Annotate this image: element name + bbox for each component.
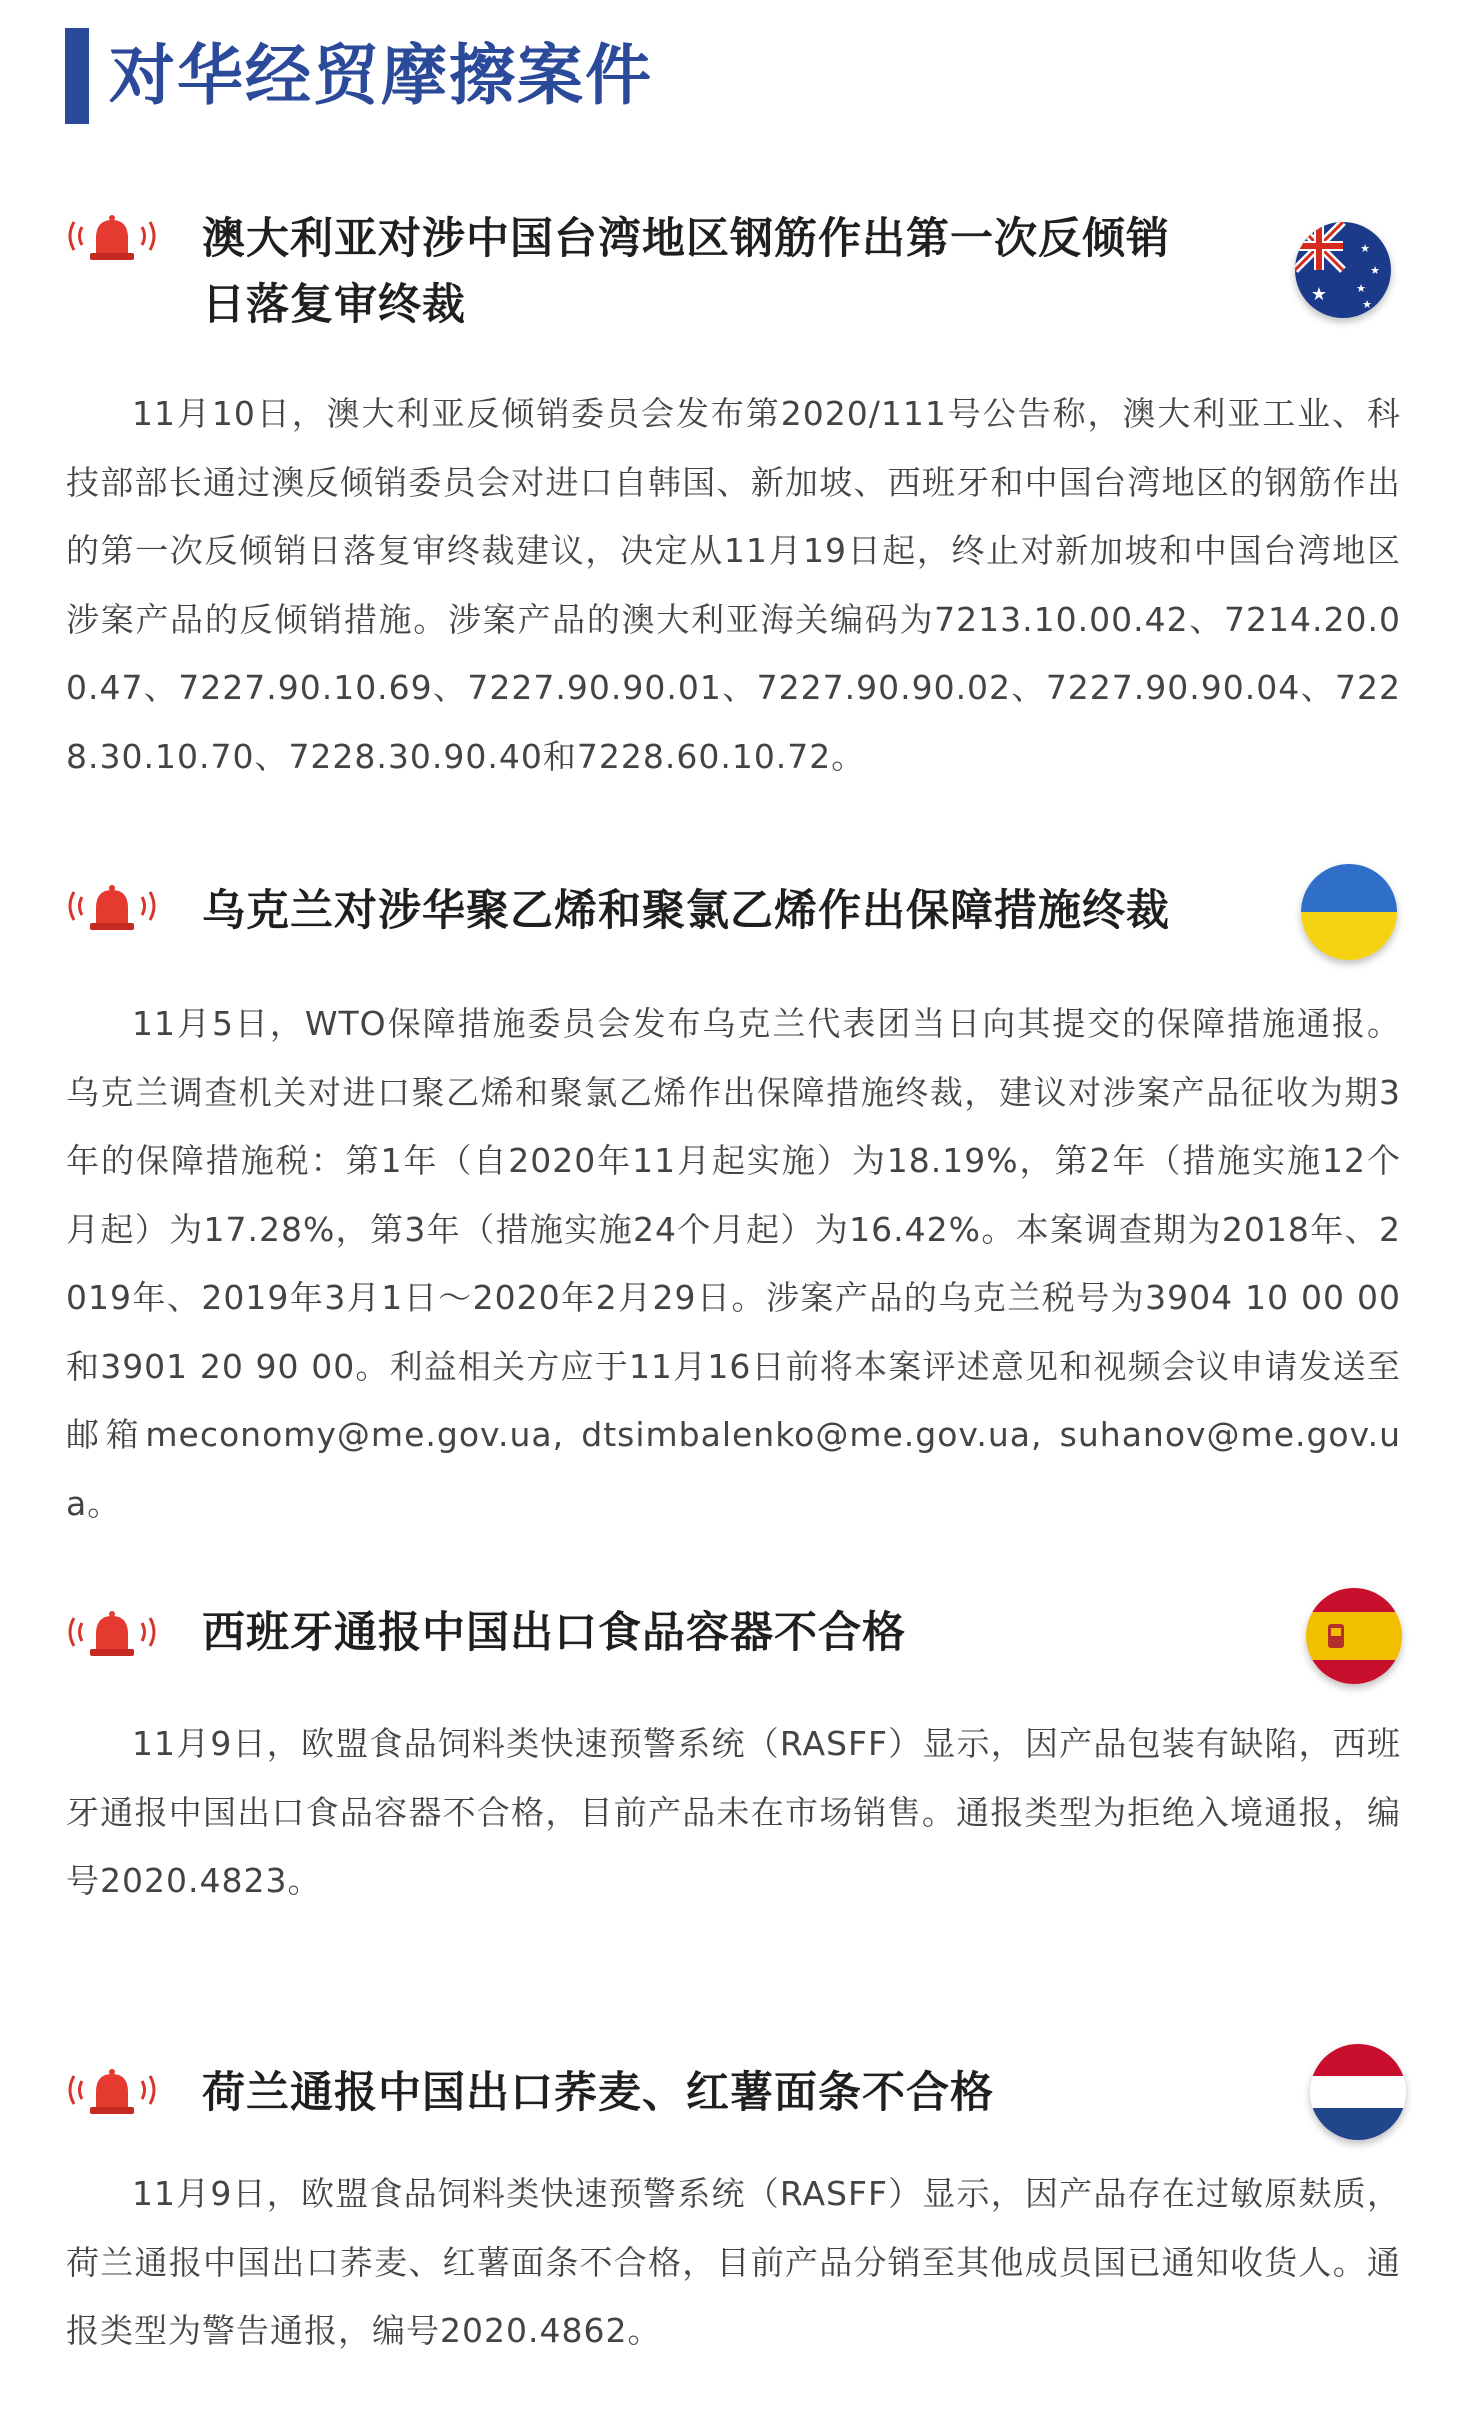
case-title: 澳大利亚对涉中国台湾地区钢筋作出第一次反倾销日落复审终裁 — [202, 214, 1170, 330]
svg-text:★: ★ — [1356, 282, 1366, 295]
case-body: 11月10日，澳大利亚反倾销委员会发布第2020/111号公告称，澳大利亚工业、科技部部长通过澳反倾销委员会对进口自韩国、新加坡、西班牙和中国台湾地区的钢筋作出的第一次反倾销日落复审终裁建议，决定从11月19日起，终止对新加坡和中国台湾地区涉案产品的反倾销措施。涉案产品的澳大利亚海关编码为7213.10.00.42、7214.20.00.47、7227.90.10.69、7227.90.90.01、7227.90.90.02、7227.90.90.04、7228.30.10.70、7228.30.90.40和7228.60.10.72。 — [66, 394, 1401, 776]
case-title: 荷兰通报中国出口荞麦、红薯面条不合格 — [202, 2068, 994, 2118]
case-title: 西班牙通报中国出口食品容器不合格 — [202, 1608, 906, 1658]
header-accent-bar — [65, 28, 89, 124]
svg-text:★: ★ — [1360, 242, 1370, 255]
section-header — [65, 28, 653, 124]
ukraine-flag-icon — [1301, 864, 1397, 960]
case-body: 11月9日，欧盟食品饲料类快速预警系统（RASFF）显示，因产品存在过敏原麸质，荷兰通报中国出口荞麦、红薯面条不合格，目前产品分销至其他成员国已通知收货人。通报类型为警告通报，编号2020.4862。 — [66, 2174, 1401, 2350]
alarm-bell-icon — [60, 2064, 164, 2120]
svg-text:★: ★ — [1362, 298, 1372, 311]
case-title: 乌克兰对涉华聚乙烯和聚氯乙烯作出保障措施终裁 — [202, 886, 1170, 936]
page-title: 对华经贸摩擦案件 — [109, 37, 653, 114]
spain-flag-icon — [1306, 1588, 1402, 1684]
alarm-bell-icon — [60, 1606, 164, 1662]
case-body: 11月9日，欧盟食品饲料类快速预警系统（RASFF）显示，因产品包装有缺陷，西班牙通报中国出口食品容器不合格，目前产品未在市场销售。通报类型为拒绝入境通报，编号2020.4823。 — [66, 1724, 1401, 1900]
case-body: 11月5日，WTO保障措施委员会发布乌克兰代表团当日向其提交的保障措施通报。乌克兰调查机关对进口聚乙烯和聚氯乙烯作出保障措施终裁，建议对涉案产品征收为期3年的保障措施税：第1年（自2020年11月起实施）为18.19%，第2年（措施实施12个月起）为17.28%，第3年（措施实施24个月起）为16.42%。本案调查期为2018年、2019年、2019年3月1日～2020年2月29日。涉案产品的乌克兰税号为3904 10 00 00和3901 20 90 00。利益相关方应于11月16日前将本案评述意见和视频会议申请发送至邮箱meconomy@me.gov.ua, dtsimbalenko@me.gov.ua, suhanov@me.gov.ua。 — [66, 1004, 1401, 1523]
svg-text:★: ★ — [1370, 264, 1380, 277]
netherlands-flag-icon — [1310, 2044, 1406, 2140]
svg-text:★: ★ — [1310, 284, 1328, 305]
alarm-bell-icon — [60, 880, 164, 936]
alarm-bell-icon — [60, 210, 164, 266]
australia-flag-icon — [1295, 222, 1391, 318]
